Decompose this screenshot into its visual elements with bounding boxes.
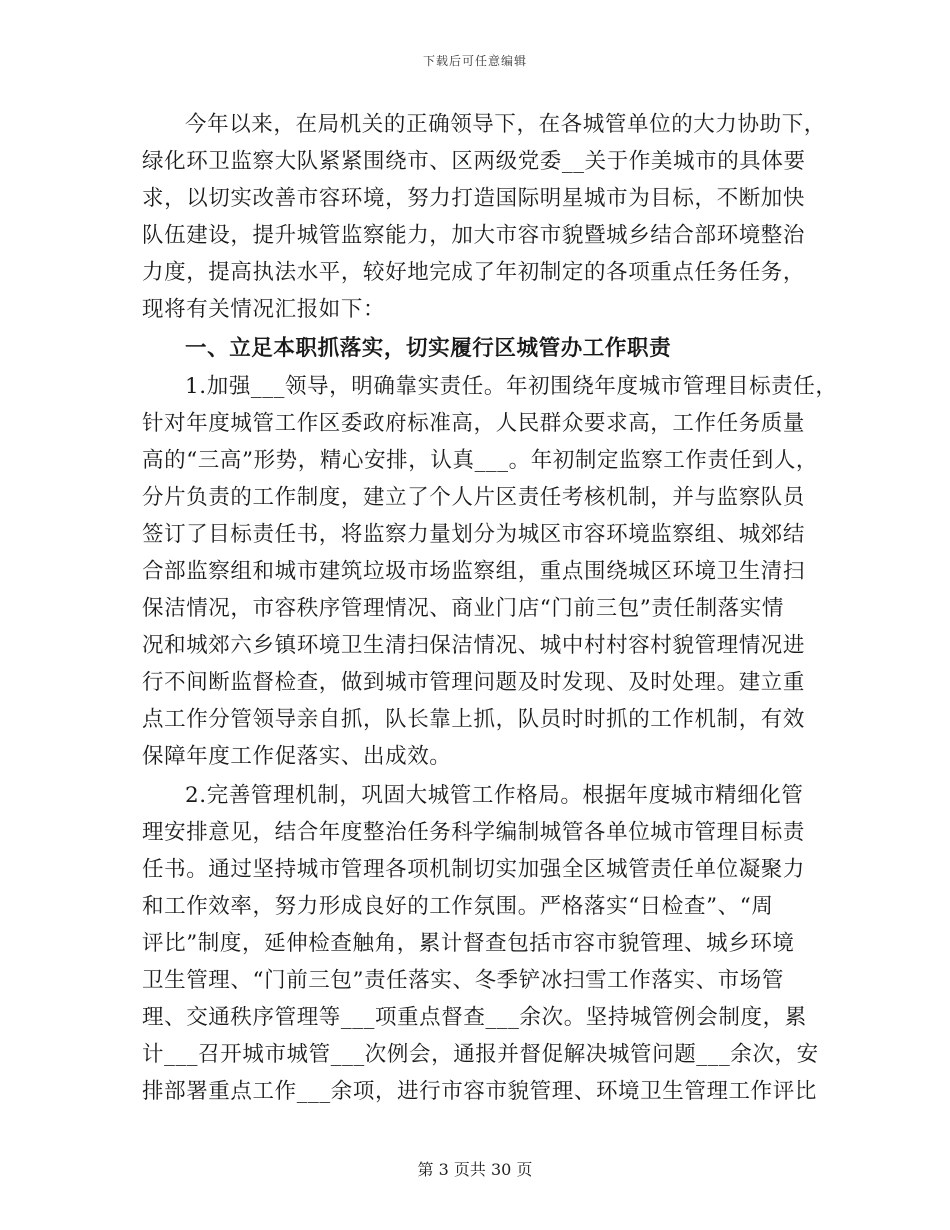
text-line: 求，以切实改善市容环境，努力打造国际明星城市为目标，不断加快: [142, 186, 806, 211]
text-line: 2.完善管理机制，巩固大城管工作格局。根据年度城市精细化管: [185, 783, 804, 808]
page-footer: 第 3 页共 30 页: [417, 1160, 533, 1179]
text-line: 今年以来，在局机关的正确领导下，在各城管单位的大力协助下，: [185, 112, 826, 137]
text-line: 况和城郊六乡镇环境卫生清扫保洁情况、城中村村容村貌管理情况进: [142, 633, 806, 658]
text-line: 签订了目标责任书，将监察力量划分为城区市容环境监察组、城郊结: [142, 522, 806, 547]
text-line: 任书。通过坚持城市管理各项机制切实加强全区城管责任单位凝聚力: [142, 857, 806, 882]
text-line: 点工作分管领导亲自抓，队长靠上抓，队员时时抓的工作机制，有效: [142, 707, 806, 732]
text-line: 针对年度城管工作区委政府标准高，人民群众要求高，工作任务质量: [142, 411, 806, 436]
text-line: 计___召开城市城管___次例会，通报并督促解决城管问题___余次，安: [142, 1042, 819, 1067]
text-line: 和工作效率，努力形成良好的工作氛围。严格落实“日检查”、“周: [142, 894, 774, 919]
text-line: 行不间断监督检查，做到城市管理问题及时发现、及时处理。建立重: [142, 670, 806, 695]
text-line: 理安排意见，结合年度整治任务科学编制城管各单位城市管理目标责: [142, 820, 806, 845]
text-line: 1.加强___领导，明确靠实责任。年初围绕年度城市管理目标责任，: [185, 374, 838, 399]
text-line: 保洁情况，市容秩序管理情况、商业门店“门前三包”责任制落实情: [142, 596, 784, 621]
text-line: 理、交通秩序管理等___项重点督查___余次。坚持城管例会制度，累: [142, 1005, 807, 1030]
text-line: 力度，提高执法水平，较好地完成了年初制定的各项重点任务任务，: [142, 260, 806, 285]
text-line: 绿化环卫监察大队紧紧围绕市、区两级党委__关于作美城市的具体要: [142, 149, 806, 174]
text-line: 卫生管理、“门前三包”责任落实、冬季铲冰扫雪工作落实、市场管: [142, 968, 784, 993]
text-line: 合部监察组和城市建筑垃圾市场监察组，重点围绕城区环境卫生清扫: [142, 559, 806, 584]
text-line: 排部署重点工作___余项，进行市容市貌管理、环境卫生管理工作评比: [142, 1079, 817, 1104]
text-line: 现将有关情况汇报如下：: [142, 297, 386, 322]
text-line: 保障年度工作促落实、出成效。: [142, 744, 452, 769]
text-line: 评比”制度，延伸检查触角，累计督查包括市容市貌管理、城乡环境: [142, 931, 795, 956]
text-line: 分片负责的工作制度，建立了个人片区责任考核机制，并与监察队员: [142, 485, 806, 510]
section-heading: 一、立足本职抓落实，切实履行区城管办工作职责: [185, 336, 672, 361]
text-line: 队伍建设，提升城管监察能力，加大市容市貌暨城乡结合部环境整治: [142, 223, 806, 248]
page-header: 下载后可任意编辑: [422, 54, 527, 68]
text-line: 高的“三高”形势，精心安排，认真___。年初制定监察工作责任到人，: [142, 448, 819, 473]
